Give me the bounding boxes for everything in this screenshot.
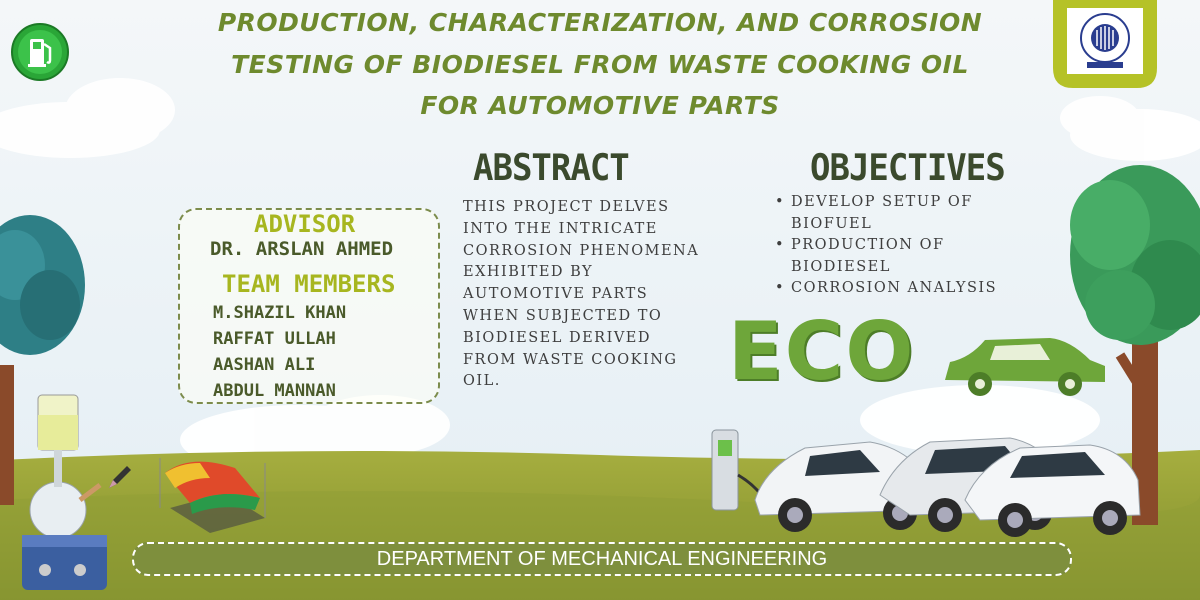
objective-item <box>775 235 1035 279</box>
abstract-body <box>463 197 753 393</box>
objectives-heading: OBJECTIVES <box>810 146 1005 190</box>
abstract-line: WHEN SUBJECTED TO <box>463 307 663 324</box>
abstract-line: EXHIBITED BY <box>463 264 594 281</box>
abstract-line: OIL. <box>463 373 501 390</box>
advisor-name: DR. ARSLAN AHMED <box>210 238 394 260</box>
bullet-icon: • <box>775 237 786 253</box>
eco-text: ECO <box>728 305 916 398</box>
advisor-heading: ADVISOR <box>254 210 356 238</box>
bullet-icon: • <box>775 280 786 296</box>
abstract-line: AUTOMOTIVE PARTS <box>463 286 649 303</box>
surface-plot-illustration <box>150 448 275 548</box>
university-logo <box>1053 0 1157 88</box>
abstract-heading: ABSTRACT <box>473 146 629 190</box>
team-member: ABDUL MANNAN <box>213 381 336 401</box>
objective-line: CORROSION ANALYSIS <box>791 280 998 296</box>
department-footer: DEPARTMENT OF MECHANICAL ENGINEERING <box>132 542 1072 576</box>
team-member: M.SHAZIL KHAN <box>213 303 347 323</box>
team-member: AASHAN ALI <box>213 355 316 375</box>
team-member: RAFFAT ULLAH <box>213 329 336 349</box>
electric-cars-illustration <box>710 420 1150 545</box>
objective-line: BIOFUEL <box>791 215 873 232</box>
abstract-line: FROM WASTE COOKING <box>463 351 678 368</box>
objective-line: PRODUCTION OF <box>791 237 945 253</box>
abstract-line: THIS PROJECT DELVES <box>463 199 670 215</box>
objective-item <box>775 192 1035 236</box>
bullet-icon: • <box>775 194 786 210</box>
abstract-line: INTO THE INTRICATE <box>463 220 658 237</box>
poster-title-line-1: PRODUCTION, CHARACTERIZATION, AND CORROSION <box>217 8 983 37</box>
pen-icon <box>105 462 135 492</box>
abstract-line: CORROSION PHENOMENA <box>463 242 700 259</box>
poster-title-line-3: FOR AUTOMOTIVE PARTS <box>420 91 780 120</box>
objective-line: BIODIESEL <box>791 258 891 275</box>
eco-car-silhouette <box>940 330 1110 400</box>
abstract-line: BIODIESEL DERIVED <box>463 329 652 346</box>
objective-item <box>775 278 1035 300</box>
objective-line: DEVELOP SETUP OF <box>791 194 973 210</box>
fuel-pump-icon <box>10 22 70 82</box>
poster-title-line-2: TESTING OF BIODIESEL FROM WASTE COOKING OIL <box>231 50 969 79</box>
team-members-heading: TEAM MEMBERS <box>222 270 396 298</box>
